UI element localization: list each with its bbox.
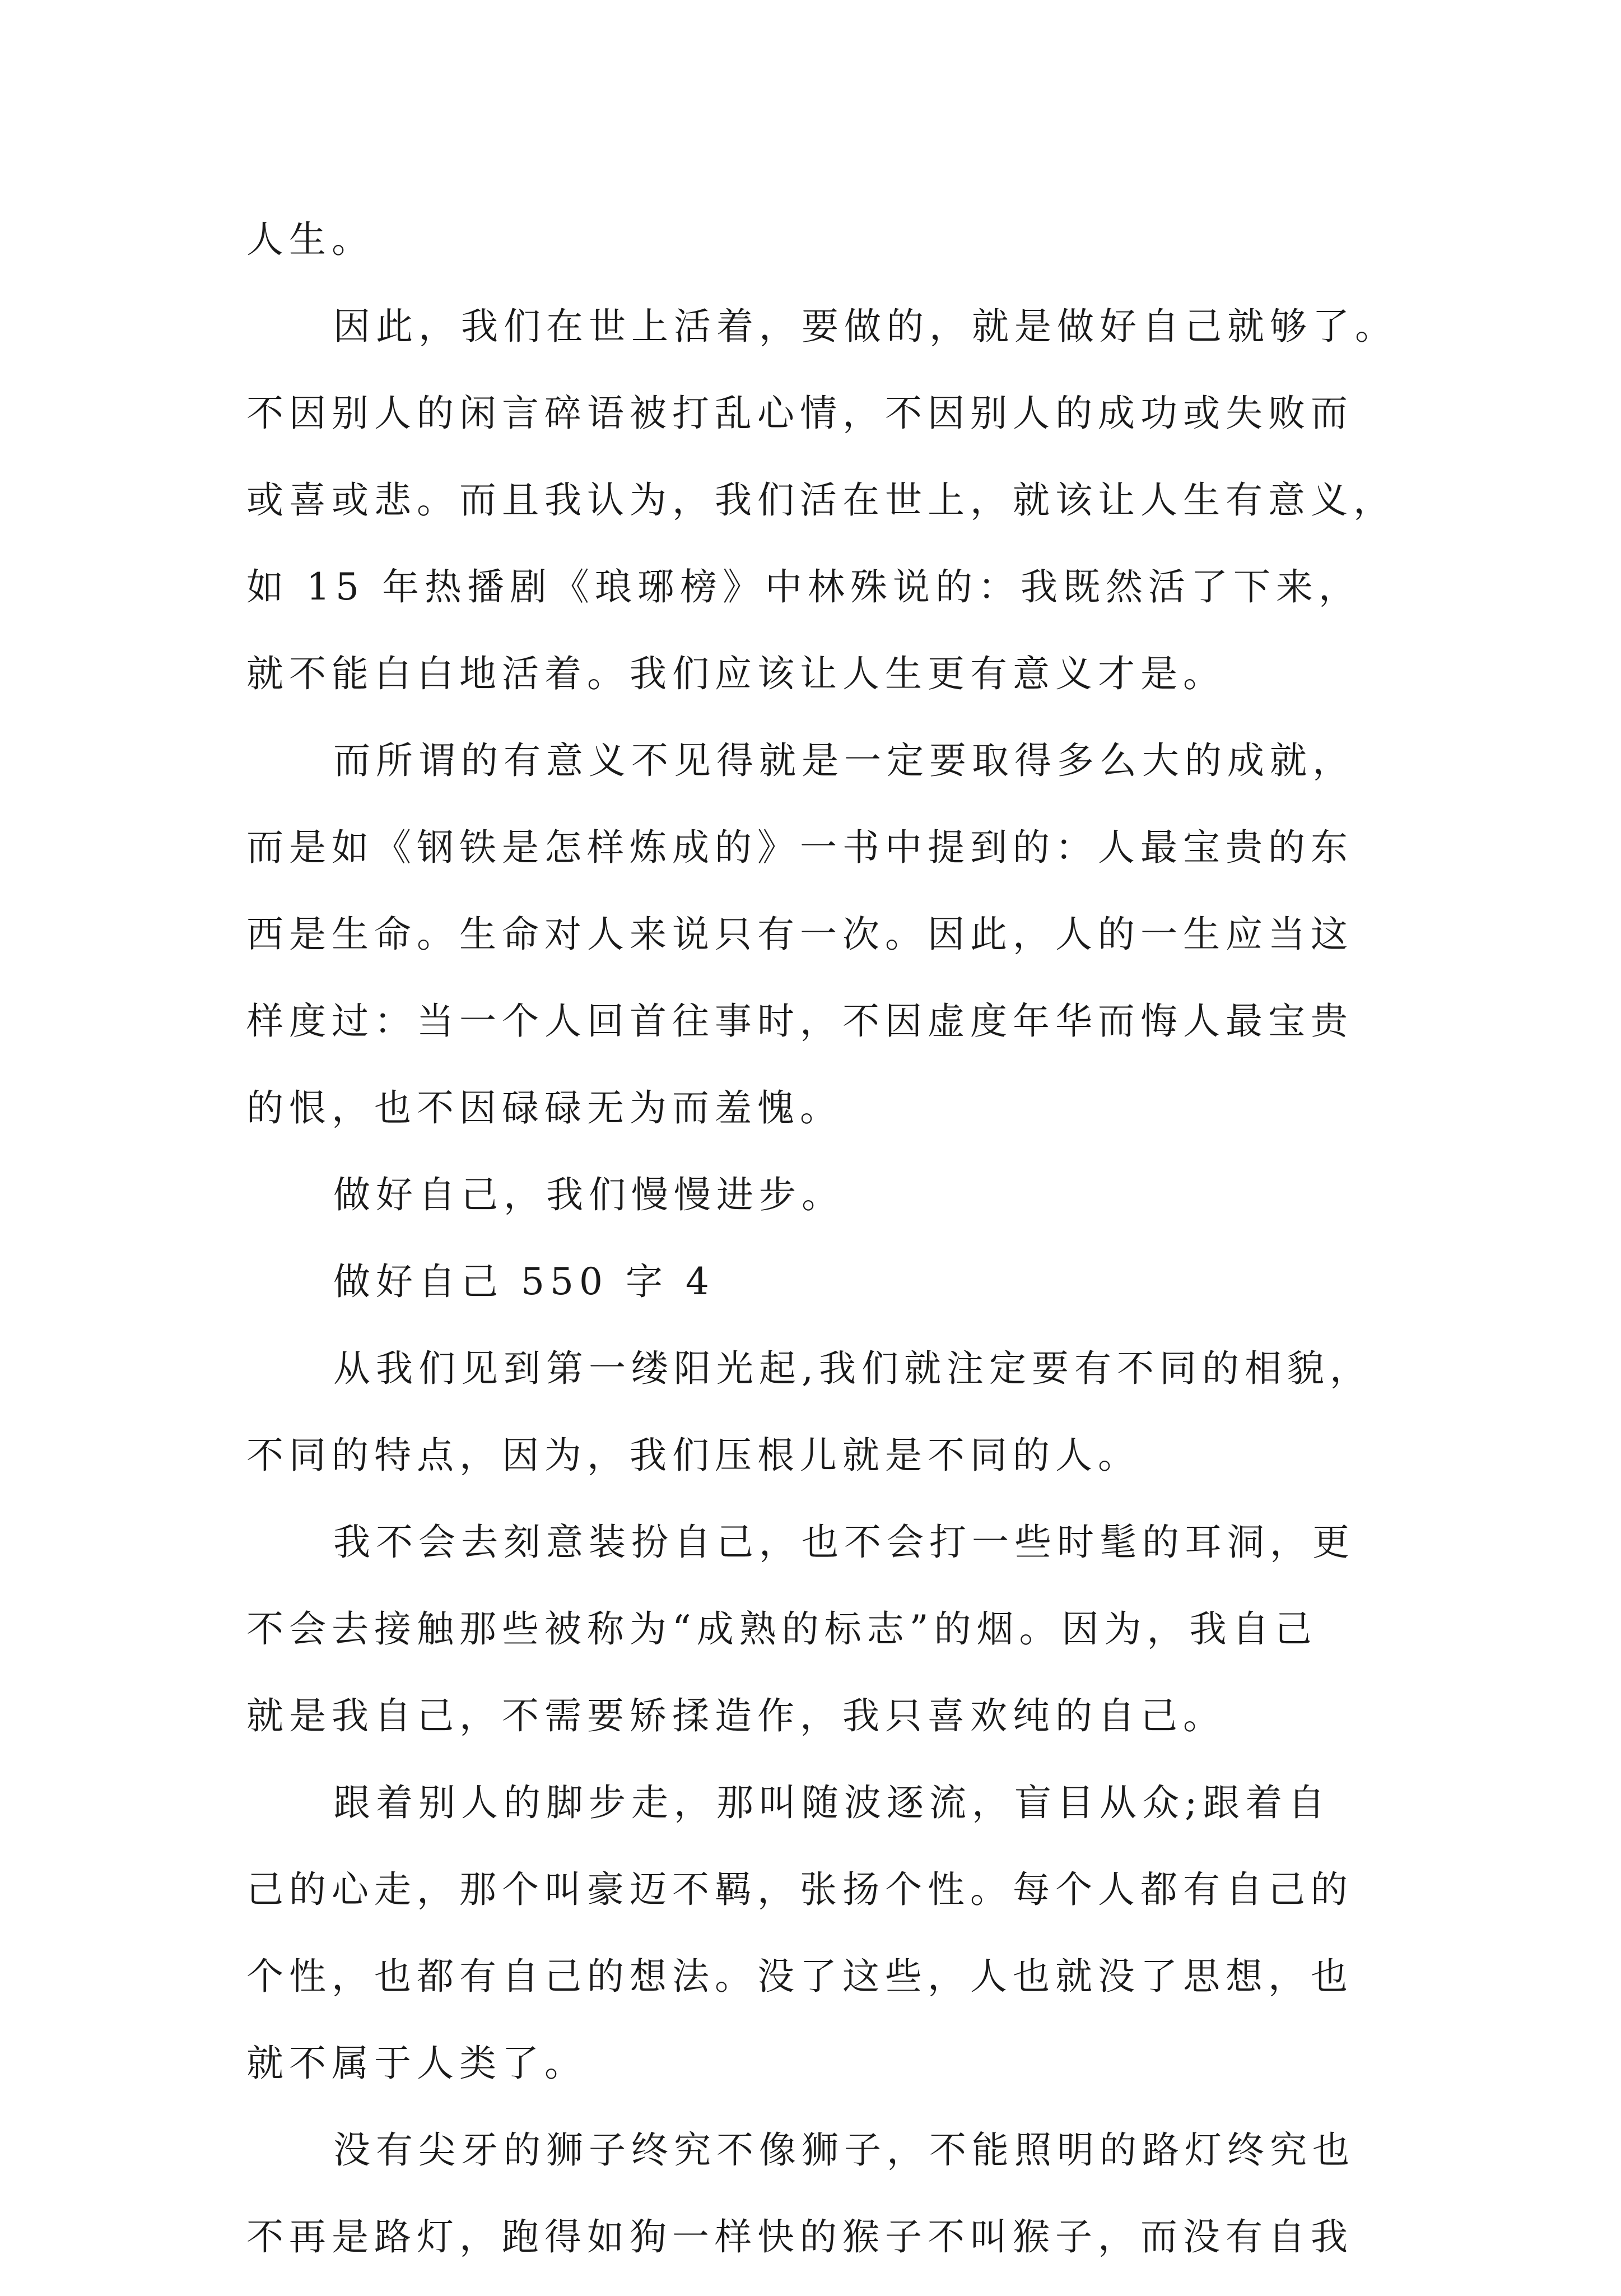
paragraph-first-line: 从我们见到第一缕阳光起,我们就注定要有不同的相貌， bbox=[333, 1347, 1372, 1390]
paragraph-first-line: 而所谓的有意义不见得就是一定要取得多么大的成就， bbox=[333, 739, 1355, 782]
text-line: 而是如《钢铁是怎样炼成的》一书中提到的：人最宝贵的东 bbox=[246, 826, 1353, 869]
paragraph-first-line: 做好自己，我们慢慢进步。 bbox=[333, 1173, 844, 1216]
text-line: 不会去接触那些被称为“成熟的标志”的烟。因为，我自己 bbox=[246, 1607, 1317, 1651]
text-line: 人生。 bbox=[246, 218, 374, 261]
article-body bbox=[246, 212, 1398, 2296]
section-heading: 做好自己 550 字 4 bbox=[333, 1260, 715, 1303]
text-line: 个性，也都有自己的想法。没了这些，人也就没了思想，也 bbox=[246, 1955, 1353, 1998]
text-line: 己的心走，那个叫豪迈不羁，张扬个性。每个人都有自己的 bbox=[246, 1868, 1353, 1911]
text-line: 就是我自己，不需要矫揉造作，我只喜欢纯的自己。 bbox=[246, 1694, 1226, 1737]
text-line: 或喜或悲。而且我认为，我们活在世上，就该让人生有意义， bbox=[246, 478, 1396, 522]
text-line: 的恨，也不因碌碌无为而羞愧。 bbox=[246, 1086, 842, 1130]
text-line: 西是生命。生命对人来说只有一次。因此，人的一生应当这 bbox=[246, 913, 1353, 956]
text-line: 就不属于人类了。 bbox=[246, 2042, 587, 2085]
paragraph-first-line: 因此，我们在世上活着，要做的，就是做好自己就够了。 bbox=[333, 305, 1398, 348]
paragraph-first-line: 没有尖牙的狮子终究不像狮子，不能照明的路灯终究也 bbox=[333, 2128, 1355, 2172]
text-line: 样度过：当一个人回首往事时，不因虚度年华而悔人最宝贵 bbox=[246, 1000, 1353, 1043]
text-line: 不因别人的闲言碎语被打乱心情，不因别人的成功或失败而 bbox=[246, 392, 1353, 435]
text-line: 就不能白白地活着。我们应该让人生更有意义才是。 bbox=[246, 652, 1226, 695]
text-line: 不再是路灯，跑得如狗一样快的猴子不叫猴子，而没有自我 bbox=[246, 2215, 1353, 2258]
paragraph-first-line: 跟着别人的脚步走，那叫随波逐流，盲目从众;跟着自 bbox=[333, 1781, 1331, 1824]
text-line: 如 15 年热播剧《琅琊榜》中林殊说的：我既然活了下来， bbox=[246, 565, 1361, 608]
text-line: 不同的特点，因为，我们压根儿就是不同的人。 bbox=[246, 1434, 1140, 1477]
paragraph-first-line: 我不会去刻意装扮自己，也不会打一些时髦的耳洞，更 bbox=[333, 1521, 1355, 1564]
